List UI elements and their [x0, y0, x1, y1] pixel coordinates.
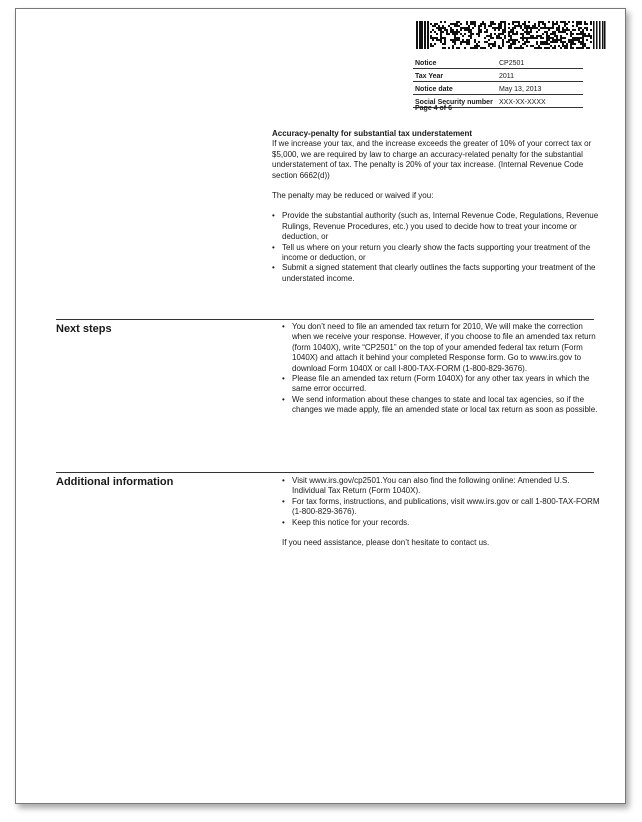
notice-info-table	[413, 56, 583, 108]
tax-year-value: 2011	[497, 69, 583, 82]
notice-row	[413, 56, 583, 69]
notice-page	[15, 8, 626, 804]
notice-date-value: May 13, 2013	[497, 82, 583, 95]
notice-label: Notice	[413, 56, 497, 69]
next-steps-content	[282, 322, 604, 416]
additional-info-content	[282, 476, 604, 548]
ssn-label: Social Security number	[413, 95, 497, 108]
accuracy-body: If we increase your tax, and the increase exceeds the greater of 10% of your correct tax or $5,000, we are required by law to charge an accuracy-related penalty for the substantial understatement of tax. The penalty is 20% of your tax increase. (Internal Revenue Code section 6662(d))	[272, 139, 592, 180]
notice-date-label: Notice date	[413, 82, 497, 95]
tax-year-row	[413, 69, 583, 82]
accuracy-intro: The penalty may be reduced or waived if you:	[272, 191, 434, 201]
tax-year-label: Tax Year	[413, 69, 497, 82]
next-steps-list	[282, 322, 604, 416]
accuracy-bullet-list	[272, 211, 608, 284]
list-item: • You don’t need to file an amended tax return for 2010, We will make the correction when we receive your response. However, if you choose to file an amended tax return (form 1040X), write “CP2501” on the top of your amended federal tax return (Form 1040X) and attach it behind your completed Response form. Go to www.irs.gov to download Form 1040X or call I-800-TAX-FORM (1-800-829-3676).	[282, 322, 604, 374]
list-item: • Visit www.irs.gov/cp2501.You can also find the following online: Amended U.S. Individual Tax Return (Form 1040X).	[282, 476, 604, 497]
list-item: • Submit a signed statement that clearly outlines the facts supporting your treatment of the understated income.	[272, 263, 608, 284]
additional-info-title: Additional information	[56, 476, 174, 488]
list-item: • For tax forms, instructions, and publications, visit www.irs.gov or call 1-800-TAX-FORM (1-800-829-3676).	[282, 497, 604, 518]
list-item: • We send information about these changes to state and local tax agencies, so if the changes we made apply, file an amended state or local tax return as soon as possible.	[282, 395, 604, 416]
ssn-value: XXX-XX-XXXX	[497, 95, 583, 108]
additional-info-list	[282, 476, 604, 528]
notice-value: CP2501	[497, 56, 583, 69]
list-item: • Tell us where on your return you clearly show the facts supporting your treatment of the income or deduction, or	[272, 243, 608, 264]
list-item: • Keep this notice for your records.	[282, 518, 604, 528]
closing-text: If you need assistance, please don’t hesitate to contact us.	[282, 538, 490, 548]
next-steps-title: Next steps	[56, 323, 112, 335]
accuracy-heading: Accuracy-penalty for substantial tax understatement	[272, 129, 473, 138]
section-divider	[56, 319, 594, 320]
section-divider	[56, 472, 594, 473]
page-number: Page 4 of 6	[415, 105, 452, 112]
barcode-image	[416, 21, 606, 49]
list-item: • Provide the substantial authority (such as, Internal Revenue Code, Regulations, Revenue Rulings, Revenue Procedures, etc.) you used to decide how to treat your income or deduction, or	[272, 211, 608, 242]
accuracy-penalty-section	[272, 129, 608, 284]
notice-date-row	[413, 82, 583, 95]
list-item: • Please file an amended tax return (Form 1040X) for any other tax years in which the same error occurred.	[282, 374, 604, 395]
